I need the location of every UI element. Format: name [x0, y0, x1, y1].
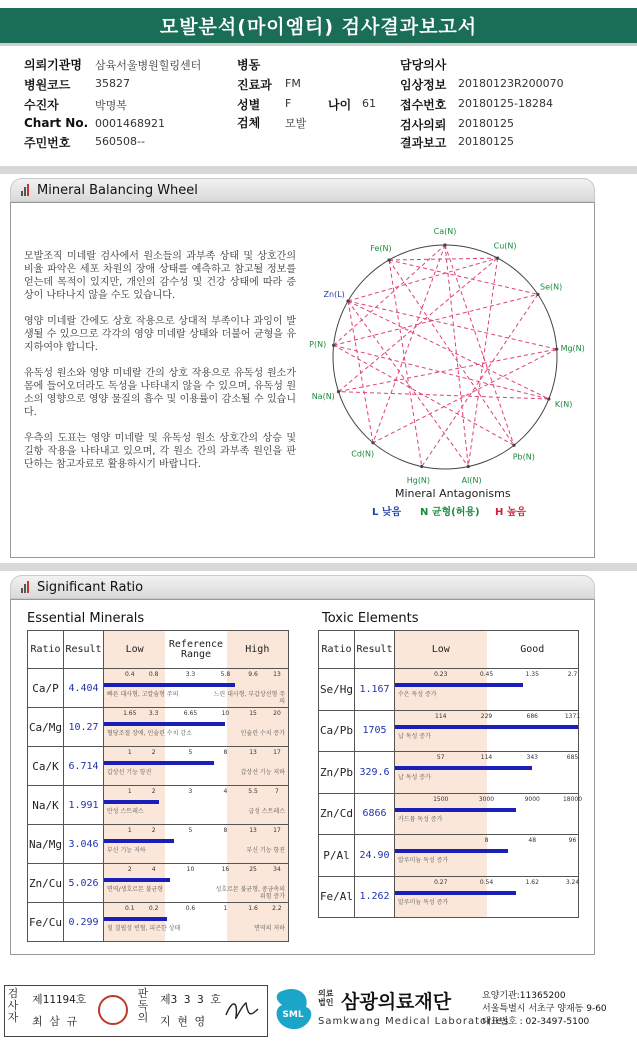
verifier-label-text: 판독의	[137, 987, 149, 1024]
tick-row	[395, 879, 578, 889]
tick-row	[104, 866, 288, 876]
dept-value: FM	[285, 77, 301, 90]
ratio-graph	[104, 669, 289, 708]
separator	[0, 563, 637, 571]
ratio-result: 1.991	[64, 786, 104, 825]
wheel-node-label: K(N)	[554, 400, 573, 410]
ratio-result: 6.714	[64, 747, 104, 786]
tick-label: 1	[127, 827, 132, 834]
toxic-title: Toxic Elements	[322, 611, 419, 626]
ratio-result: 329.6	[355, 752, 395, 794]
ratio-row	[28, 747, 289, 786]
high-note: 면역의 저하	[254, 925, 285, 932]
high-note: 갑상선 기능 저하	[240, 769, 285, 776]
ratio-result: 0.299	[64, 903, 104, 942]
request-label: 검사의뢰	[400, 118, 447, 132]
header-range	[395, 631, 579, 669]
low-note: 만성 스트레스	[107, 808, 144, 815]
ratio-result: 24.90	[355, 835, 395, 877]
ratio-row	[319, 793, 579, 835]
antagonism-line	[389, 260, 538, 294]
low-note: 혈당조절 장애, 인슐린 수치 감소	[107, 730, 192, 737]
tick-row	[104, 827, 288, 837]
ratio-row	[28, 864, 289, 903]
sml-logo-icon	[272, 985, 314, 1033]
tick-label: 7	[275, 788, 279, 795]
contact-address: 서울특별시 서초구 양재동 9-60	[482, 1004, 607, 1014]
age-label: 나이	[328, 98, 352, 112]
ratio-result: 4.404	[64, 669, 104, 708]
result-bar	[104, 761, 214, 765]
verifier-name: 지 현 영	[160, 1015, 206, 1028]
receipt-value: 20180125-18284	[458, 97, 553, 110]
result-bar	[104, 917, 167, 921]
header-result: Result	[64, 631, 104, 669]
ratio-graph	[395, 793, 583, 835]
legend-low: L 낮음	[372, 507, 402, 518]
ratio-name: Se/Hg	[319, 669, 355, 711]
tick-label: 10	[221, 710, 230, 717]
wheel-node-label: Mg(N)	[560, 344, 585, 354]
report-label: 결과보고	[400, 136, 447, 150]
result-bar	[395, 725, 578, 729]
wheel-circle	[333, 245, 557, 469]
essential-title: Essential Minerals	[27, 611, 145, 626]
separator	[0, 166, 637, 174]
result-bar	[104, 683, 235, 687]
tick-label: 9000	[524, 795, 540, 803]
tick-label: 0.45	[479, 671, 494, 678]
org-small: 의료법인	[318, 989, 334, 1007]
legend-title: Mineral Antagonisms	[395, 487, 511, 500]
tick-label: 0.6	[185, 905, 196, 912]
ratio-graph	[395, 876, 579, 918]
specimen-label: 검체	[237, 116, 261, 130]
wheel-node	[443, 243, 446, 246]
tick-label: 2.7	[567, 671, 578, 678]
wheel-node	[337, 390, 340, 393]
signature-icon	[222, 995, 262, 1025]
low-note: 납 독성 증가	[398, 774, 431, 781]
clinical-label: 임상정보	[400, 78, 447, 92]
sex-value: F	[285, 97, 292, 110]
tick-label: 0.54	[479, 878, 494, 886]
tick-label: 1500	[433, 795, 449, 803]
tick-label: 8	[484, 837, 489, 844]
ratio-graph	[104, 903, 289, 942]
mineral-wheel	[300, 222, 590, 490]
tick-label: 8	[223, 749, 228, 756]
result-bar	[395, 808, 516, 812]
tick-label: 13	[273, 671, 281, 678]
ratio-row	[28, 786, 289, 825]
tick-label: 1.62	[525, 878, 539, 886]
doctor-label: 담당의사	[400, 58, 447, 72]
ratio-name: Zn/Cu	[28, 864, 64, 903]
ratio-graph	[395, 835, 579, 877]
ratio-result: 3.046	[64, 825, 104, 864]
tick-label: 686	[526, 712, 538, 720]
footer	[0, 985, 637, 1046]
high-note: 부신 기능 항진	[246, 847, 285, 854]
tick-label: 0.4	[124, 671, 135, 678]
tick-label: 57	[436, 754, 445, 761]
tester-label-text: 검사자	[7, 987, 19, 1024]
wheel-node-label: Al(N)	[461, 476, 482, 486]
tick-label: 1	[127, 749, 132, 756]
wheel-node-label: P(N)	[309, 339, 327, 349]
result-bar	[104, 878, 170, 882]
tick-label: 5.5	[248, 788, 258, 795]
antagonism-line	[373, 245, 445, 443]
tester-no: 제11194호	[32, 993, 87, 1006]
wheel-description	[24, 250, 296, 484]
tick-label: 2	[151, 749, 156, 756]
tick-label: 3000	[478, 795, 495, 803]
low-note: 카드뮴 독성 증가	[398, 815, 443, 823]
tick-label: 0.23	[434, 671, 448, 678]
ratio-result: 1.262	[355, 876, 395, 918]
tick-label: 10	[186, 866, 195, 873]
wheel-node	[496, 257, 499, 260]
tester-label	[6, 988, 20, 1024]
verifier-label	[136, 988, 150, 1024]
tick-label: 2.2	[272, 905, 282, 912]
header-ratio: Ratio	[319, 631, 355, 669]
ratio-name: Zn/Pb	[319, 752, 355, 794]
legend-normal: N 균형(허용)	[420, 507, 480, 518]
wheel-heading: Mineral Balancing Wheel	[37, 182, 198, 198]
ratio-name: Na/K	[28, 786, 64, 825]
ward-label: 병동	[237, 58, 261, 72]
ratio-result: 6866	[355, 793, 395, 835]
chart-label: Chart No.	[24, 116, 89, 130]
wheel-node-label: Cd(N)	[351, 449, 375, 459]
wheel-paragraph: 우측의 도표는 영양 미네랄 및 유독성 원소 상호간의 상승 및 길항 작용을 나타내고 있으며, 각 원소 간의 과부족 원인을 판단하는 참고자료로 활용하시기 바랍니다.	[24, 433, 296, 470]
tick-label: 1.65	[123, 710, 137, 717]
patient-info	[0, 54, 637, 166]
ratio-graph	[395, 710, 579, 752]
clinical-value: 20180123R200070	[458, 77, 564, 90]
header-low: Low	[104, 631, 165, 668]
tick-label: 13	[249, 827, 257, 834]
wheel-node	[332, 344, 335, 347]
rrn-value: 560508--	[95, 135, 145, 148]
tick-label: 34	[273, 866, 281, 873]
tick-label: 1.35	[525, 671, 539, 678]
ratio-heading: Significant Ratio	[37, 579, 144, 595]
wheel-node	[371, 441, 374, 444]
ratio-result: 10.27	[64, 708, 104, 747]
essential-table	[27, 630, 289, 942]
tick-row	[395, 795, 583, 806]
antagonism-line	[338, 258, 497, 392]
tick-label: 1.6	[248, 905, 258, 912]
ratio-row	[319, 876, 579, 918]
tick-label: 5.8	[220, 671, 231, 678]
ratio-result: 1.167	[355, 669, 395, 711]
tick-label: 3.3	[148, 710, 159, 717]
tick-label: 2	[151, 827, 156, 834]
ratio-row	[319, 710, 579, 752]
ratio-row	[319, 669, 579, 711]
tick-row	[395, 837, 578, 847]
tick-label: 1	[127, 788, 132, 795]
wheel-paragraph: 유독성 원소와 영양 미네랄 간의 상호 작용으로 유독성 원소가 몸에 들어오더라도 독성을 나타내지 않을 수 있으며, 유독성 원소의 영향으로 영양 물질의 흡수 및 이용률이 감소될 수 있습니다.	[24, 368, 296, 418]
code-label: 병원코드	[24, 78, 71, 92]
wheel-paragraph: 모발조직 미네랄 검사에서 원소들의 과부족 상태 및 상호간의 비율 파악은 세포 차원의 장애 상태를 예측하고 참고될 정보를 얻는데 목적이 있지만, 개인의 감수성 및 건강 상태에 따라 증상이 나타나지 않을 수도 있습니다.	[24, 251, 296, 301]
antagonism-line	[422, 294, 538, 466]
tick-label: 17	[273, 749, 281, 756]
patient-label: 수진자	[24, 98, 59, 112]
ratio-name: Ca/P	[28, 669, 64, 708]
antagonism-line	[348, 301, 549, 399]
contact-code: 요양기관:11365200	[482, 991, 566, 1001]
ratio-result: 1705	[355, 710, 395, 752]
ratio-row	[28, 903, 289, 942]
ratio-row	[28, 708, 289, 747]
header-ratio: Ratio	[28, 631, 64, 669]
tick-label: 96	[568, 837, 577, 844]
wheel-node-label: Fe(N)	[370, 243, 392, 253]
low-note: 면역/생호르몬 불균형	[107, 886, 164, 893]
tick-label: 13	[249, 749, 257, 756]
low-note: 철 결핍성 빈혈, 피곤한 상태	[107, 925, 181, 932]
tick-row	[395, 754, 578, 764]
chart-bars-icon	[21, 184, 29, 196]
tick-label: 4	[223, 788, 228, 795]
chart-value: 0001468921	[95, 117, 165, 130]
ratio-row	[319, 752, 579, 794]
wheel-node-label: Hg(N)	[406, 476, 431, 486]
tick-label: 2	[127, 866, 132, 873]
wheel-node-label: Na(N)	[311, 391, 335, 401]
org-english: Samkwang Medical Laboratories	[318, 1016, 510, 1027]
request-value: 20180125	[458, 117, 514, 130]
ratio-graph	[104, 708, 289, 747]
tick-row	[104, 788, 288, 798]
antagonism-line	[348, 301, 373, 443]
wheel-node	[555, 348, 558, 351]
ratio-result: 5.026	[64, 864, 104, 903]
high-note: 급성 스트레스	[248, 808, 285, 815]
ratio-graph	[104, 786, 289, 825]
low-note: 납 독성 증가	[398, 732, 431, 740]
antagonism-line	[334, 345, 549, 399]
tick-row	[104, 749, 288, 759]
tick-label: 0.2	[148, 905, 159, 912]
tick-label: 8	[223, 827, 228, 834]
tick-label: 4	[151, 866, 156, 873]
tick-row	[395, 712, 581, 723]
high-note: 느린 대사형, 부갑상선형 주의	[213, 691, 285, 705]
high-note: 성호르몬 불균형, 중금속의 위험 증가	[215, 886, 285, 900]
tick-label: 6.65	[183, 710, 198, 717]
ratio-name: Zn/Cd	[319, 793, 355, 835]
low-note: 알루미늄 독성 증가	[398, 857, 449, 864]
tick-label: 114	[435, 712, 447, 720]
contact-phone: 대표번호 : 02-3497-5100	[482, 1017, 590, 1027]
wheel-node	[346, 299, 349, 302]
report-value: 20180125	[458, 135, 514, 148]
antagonism-line	[348, 301, 557, 349]
ratio-name: Na/Mg	[28, 825, 64, 864]
report-title: 모발분석(마이엠티) 검사결과보고서	[0, 8, 637, 46]
low-note: 갑상선 기능 항진	[107, 769, 152, 776]
verifier-no: 제3 3 3 호	[160, 993, 221, 1006]
logo-text: SML	[282, 1010, 304, 1020]
receipt-label: 접수번호	[400, 98, 447, 112]
antagonism-line	[389, 258, 498, 260]
header-low: Low	[395, 631, 487, 668]
rrn-label: 주민번호	[24, 136, 71, 150]
institution-label: 의뢰기관명	[24, 58, 82, 72]
tick-label: 5	[188, 827, 193, 834]
tick-row	[104, 905, 288, 915]
tick-label: 25	[249, 866, 257, 873]
result-bar	[395, 766, 532, 770]
ratio-name: Fe/Al	[319, 876, 355, 918]
wheel-node-label: Zn(L)	[323, 290, 345, 299]
tick-label: 3.24	[565, 878, 580, 886]
tick-label: 3.3	[185, 671, 196, 678]
result-bar	[395, 891, 516, 895]
legend-high: H 높음	[495, 507, 527, 518]
header-ref: Reference Range	[168, 638, 224, 660]
tick-label: 2	[151, 788, 156, 795]
tick-label: 18000	[562, 795, 583, 803]
tick-label: 0.8	[148, 671, 159, 678]
tick-label: 1	[223, 905, 228, 912]
wheel-node	[420, 465, 423, 468]
header-result: Result	[355, 631, 395, 669]
ratio-graph	[395, 669, 579, 711]
tick-label: 9.6	[248, 671, 258, 678]
ratio-row	[319, 835, 579, 877]
wheel-node	[547, 397, 550, 400]
header-good: Good	[520, 644, 545, 655]
tick-label: 20	[273, 710, 281, 717]
chart-bars-icon	[21, 581, 29, 593]
result-bar	[104, 800, 159, 804]
tester-name: 최 삼 규	[32, 1015, 78, 1028]
tick-label: 343	[526, 754, 538, 761]
tick-label: 17	[273, 827, 281, 834]
result-bar	[104, 722, 225, 726]
result-bar	[395, 849, 508, 853]
tick-row	[104, 671, 288, 681]
antagonism-line	[389, 260, 514, 445]
wheel-node	[387, 258, 390, 261]
tick-row	[104, 710, 288, 720]
org-contact	[482, 990, 607, 1029]
low-note: 빠른 대사형, 고칼슘형 주의	[107, 691, 179, 698]
tick-label: 5	[188, 749, 193, 756]
ratio-graph	[104, 825, 289, 864]
wheel-node	[536, 293, 539, 296]
wheel-node-label: Pb(N)	[512, 452, 535, 462]
result-bar	[395, 683, 523, 687]
tick-label: 0.27	[434, 878, 448, 886]
specimen-value: 모발	[285, 117, 307, 130]
tick-label: 0.1	[124, 905, 135, 912]
ratio-row	[28, 669, 289, 708]
antagonism-line	[348, 301, 468, 467]
ratio-name: Ca/Mg	[28, 708, 64, 747]
result-bar	[104, 839, 174, 843]
ratio-row	[28, 825, 289, 864]
ratio-graph	[104, 747, 289, 786]
low-note: 알루미늄 독성 증가	[398, 898, 449, 906]
ratio-name: Ca/K	[28, 747, 64, 786]
antagonism-line	[338, 392, 548, 399]
institution-value: 삼육서울병원힐링센터	[95, 59, 202, 72]
tick-label: 16	[221, 866, 230, 873]
tick-row	[395, 671, 578, 681]
tick-label: 114	[480, 754, 493, 761]
ratio-graph	[104, 864, 289, 903]
tick-label: 48	[528, 837, 537, 844]
low-note: 수은 독성 증가	[398, 691, 437, 698]
wheel-node-label: Se(N)	[539, 282, 563, 292]
sex-label: 성별	[237, 98, 261, 112]
tick-label: 1371	[564, 712, 581, 720]
header-high: High	[227, 631, 288, 668]
wheel-paragraph: 영양 미네랄 간에도 상호 작용으로 상대적 부족이나 과잉이 발생될 수 있으므로 각각의 영양 미네랄 상태와 더불어 균형을 유지하여야 합니다.	[24, 316, 296, 353]
patient-value: 박명복	[95, 99, 127, 112]
ratio-graph	[395, 752, 579, 794]
seal-icon	[98, 995, 128, 1025]
antagonism-line	[468, 258, 497, 466]
ratio-name: Fe/Cu	[28, 903, 64, 942]
age-value: 61	[362, 97, 376, 110]
tick-label: 685	[566, 754, 579, 761]
wheel-section-header	[10, 178, 595, 202]
tick-label: 229	[480, 712, 493, 720]
org-name: 삼광의료재단	[341, 991, 452, 1013]
wheel-node	[467, 465, 470, 468]
low-note: 부신 기능 저하	[107, 847, 146, 854]
wheel-node	[512, 444, 515, 447]
wheel-node-label: Ca(N)	[433, 227, 457, 236]
tick-label: 3	[188, 788, 193, 795]
code-value: 35827	[95, 77, 130, 90]
header-range	[104, 631, 289, 669]
ratio-name: Ca/Pb	[319, 710, 355, 752]
ratio-name: P/Al	[319, 835, 355, 877]
dept-label: 진료과	[237, 78, 272, 92]
ratio-section-header	[10, 575, 595, 599]
toxic-table	[318, 630, 583, 918]
high-note: 인슐린 수치 증가	[240, 730, 285, 737]
antagonism-line	[338, 349, 556, 391]
wheel-node-label: Cu(N)	[493, 241, 517, 251]
tick-label: 15	[249, 710, 257, 717]
